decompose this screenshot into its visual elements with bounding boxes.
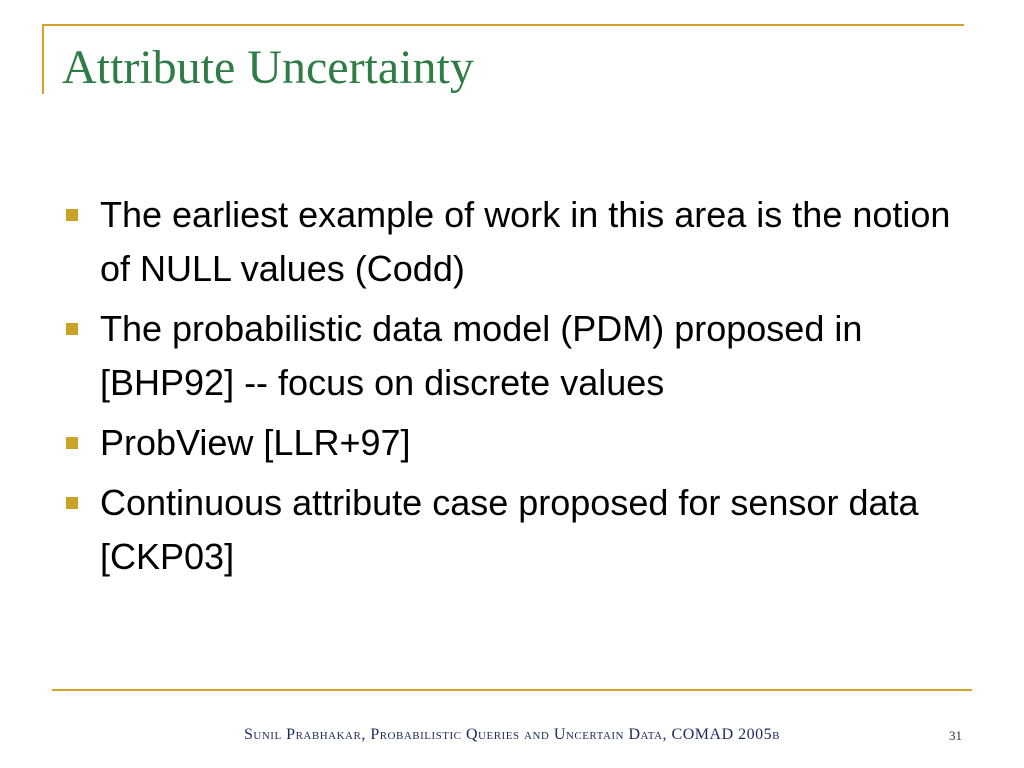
slide-title: Attribute Uncertainty [62, 41, 474, 94]
bullet-item [62, 188, 972, 296]
footer-citation: Sunil Prabhakar, Probabilistic Queries and Uncertain Data, COMAD 2005b [244, 726, 780, 743]
bullet-item [62, 476, 972, 584]
bullet-text: The probabilistic data model (PDM) proposed in [BHP92] -- focus on discrete values [100, 308, 863, 403]
bullet-text: The earliest example of work in this area is the notion of NULL values (Codd) [100, 194, 951, 289]
top-rule [42, 24, 964, 26]
square-bullet-icon [66, 323, 78, 335]
bullet-text: Continuous attribute case proposed for sensor data [CKP03] [100, 482, 919, 577]
bullet-text: ProbView [LLR+97] [100, 422, 411, 463]
page-number: 31 [949, 728, 962, 743]
square-bullet-icon [66, 437, 78, 449]
square-bullet-icon [66, 209, 78, 221]
bullet-item [62, 416, 972, 470]
bullet-list [62, 188, 972, 590]
square-bullet-icon [66, 497, 78, 509]
left-rule [42, 24, 44, 94]
footer-rule [52, 689, 972, 691]
bullet-item [62, 302, 972, 410]
